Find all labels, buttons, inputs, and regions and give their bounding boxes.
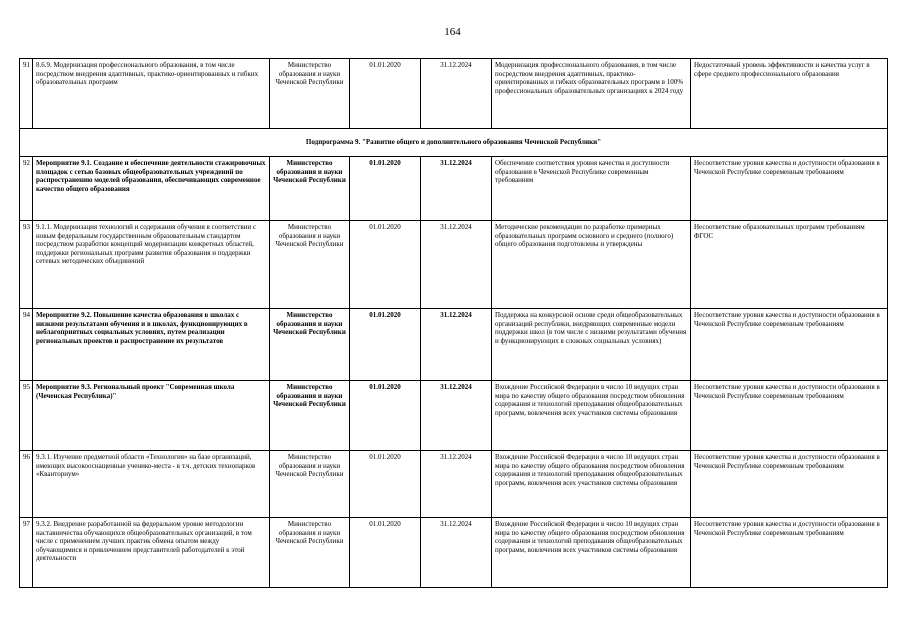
table-row: [20, 59, 888, 129]
subprogram-title: Подпрограмма 9. "Развитие общего и дополнительного образования Чеченской Республики": [20, 129, 888, 157]
row-number: 95: [20, 381, 33, 451]
row-number: 94: [20, 309, 33, 381]
row-number: 91: [20, 59, 33, 129]
row-number: 93: [20, 221, 33, 309]
subprogram-row: [20, 129, 888, 157]
start-date: 01.01.2020: [350, 451, 421, 518]
end-date: 31.12.2024: [421, 518, 492, 588]
start-date: 01.01.2020: [350, 518, 421, 588]
expected-result: Обеспечение соответствия уровня качества и доступности образования в Чеченской Республике современным требованиям: [492, 157, 691, 221]
measures-table: [19, 58, 888, 588]
non-implementation-consequence: Несоответствие уровня качества и доступности образования в Чеченской Республике современным требованиям: [691, 309, 888, 381]
expected-result: Вхождение Российской Федерации в число 10 ведущих стран мира по качеству общего образования посредством обновления содержания и технологий преподавания общеобразовательных программ, вовлечения всех участников системы образования: [492, 381, 691, 451]
table-row: [20, 309, 888, 381]
table-row: [20, 157, 888, 221]
end-date: 31.12.2024: [421, 221, 492, 309]
measure-name: Мероприятие 9.2. Повышение качества образования в школах с низкими результатами обучения и в школах, функционирующих в неблагоприятных социальных условиях, путем реализации региональных проектов и распространение их результатов: [33, 309, 270, 381]
measure-name: 9.1.1. Модернизация технологий и содержания обучения в соответствии с новым федеральным государственным образовательным стандартом посредством разработки концепций модернизации конкретных областей, поддержки региональных программ развития образования и поддержки сетевых методических объединений: [33, 221, 270, 309]
executor: Министерство образования и науки Чеченской Республики: [270, 381, 350, 451]
measure-name: 9.3.1. Изучение предметной области «Технология» на базе организаций, имеющих высокооснащенные ученико-места - в т.ч. детских технопарков «Кванториум»: [33, 451, 270, 518]
measure-name: Мероприятие 9.1. Создание и обеспечение деятельности стажировочных площадок с сетью базовых общеобразовательных учреждений по распространению моделей образования, обеспечивающих современное качество общего образования: [33, 157, 270, 221]
start-date: 01.01.2020: [350, 157, 421, 221]
row-number: 97: [20, 518, 33, 588]
start-date: 01.01.2020: [350, 309, 421, 381]
start-date: 01.01.2020: [350, 381, 421, 451]
end-date: 31.12.2024: [421, 157, 492, 221]
measure-name: 8.6.9. Модернизация профессионального образования, в том числе посредством внедрения адаптивных, практико-ориентированных и гибких образовательных программ: [33, 59, 270, 129]
non-implementation-consequence: Несоответствие уровня качества и доступности образования в Чеченской Республике современным требованиям: [691, 157, 888, 221]
non-implementation-consequence: Несоответствие уровня качества и доступности образования в Чеченской Республике современным требованиям: [691, 451, 888, 518]
executor: Министерство образования и науки Чеченской Республики: [270, 518, 350, 588]
table-row: [20, 518, 888, 588]
measure-name: Мероприятие 9.3. Региональный проект "Современная школа (Чеченская Республика)": [33, 381, 270, 451]
table-row: [20, 451, 888, 518]
expected-result: Методические рекомендации по разработке примерных образовательных программ основного и среднего (полного) общего образования подготовлены и утверждены: [492, 221, 691, 309]
non-implementation-consequence: Несоответствие образовательных программ требованиям ФГОС: [691, 221, 888, 309]
expected-result: Вхождение Российской Федерации в число 10 ведущих стран мира по качеству общего образования посредством обновления содержания и технологий преподавания общеобразовательных программ, вовлечения всех участников системы образования: [492, 518, 691, 588]
end-date: 31.12.2024: [421, 381, 492, 451]
executor: Министерство образования и науки Чеченской Республики: [270, 59, 350, 129]
end-date: 31.12.2024: [421, 451, 492, 518]
table-row: [20, 381, 888, 451]
start-date: 01.01.2020: [350, 59, 421, 129]
row-number: 92: [20, 157, 33, 221]
expected-result: Поддержка на конкурсной основе среди общеобразовательных организаций республики, внедряющих современные модели поддержки школ (в том числе с низкими результатами обучения и функционирующих в сложных социальных условиях): [492, 309, 691, 381]
start-date: 01.01.2020: [350, 221, 421, 309]
executor: Министерство образования и науки Чеченской Республики: [270, 157, 350, 221]
page-number: 164: [444, 26, 461, 38]
non-implementation-consequence: Несоответствие уровня качества и доступности образования в Чеченской Республике современным требованиям: [691, 518, 888, 588]
table-row: [20, 221, 888, 309]
executor: Министерство образования и науки Чеченской Республики: [270, 451, 350, 518]
non-implementation-consequence: Недостаточный уровень эффективности и качества услуг в сфере среднего профессионального образования: [691, 59, 888, 129]
expected-result: Модернизация профессионального образования, в том числе посредством внедрения адаптивных, практико-ориентированных и гибких образовательных программ в 100% профессиональных образовательных организациях к 2024 году: [492, 59, 691, 129]
expected-result: Вхождение Российской Федерации в число 10 ведущих стран мира по качеству общего образования посредством обновления содержания и технологий преподавания общеобразовательных программ, вовлечения всех участников системы образования: [492, 451, 691, 518]
row-number: 96: [20, 451, 33, 518]
end-date: 31.12.2024: [421, 309, 492, 381]
executor: Министерство образования и науки Чеченской Республики: [270, 309, 350, 381]
executor: Министерство образования и науки Чеченской Республики: [270, 221, 350, 309]
non-implementation-consequence: Несоответствие уровня качества и доступности образования в Чеченской Республике современным требованиям: [691, 381, 888, 451]
end-date: 31.12.2024: [421, 59, 492, 129]
measure-name: 9.3.2. Внедрение разработанной на федеральном уровне методологии наставничества обучающихся общеобразовательных организаций, в том числе с применением лучших практик обмена опытом между обучающимися и привлечением представителей работодателей к этой деятельности: [33, 518, 270, 588]
